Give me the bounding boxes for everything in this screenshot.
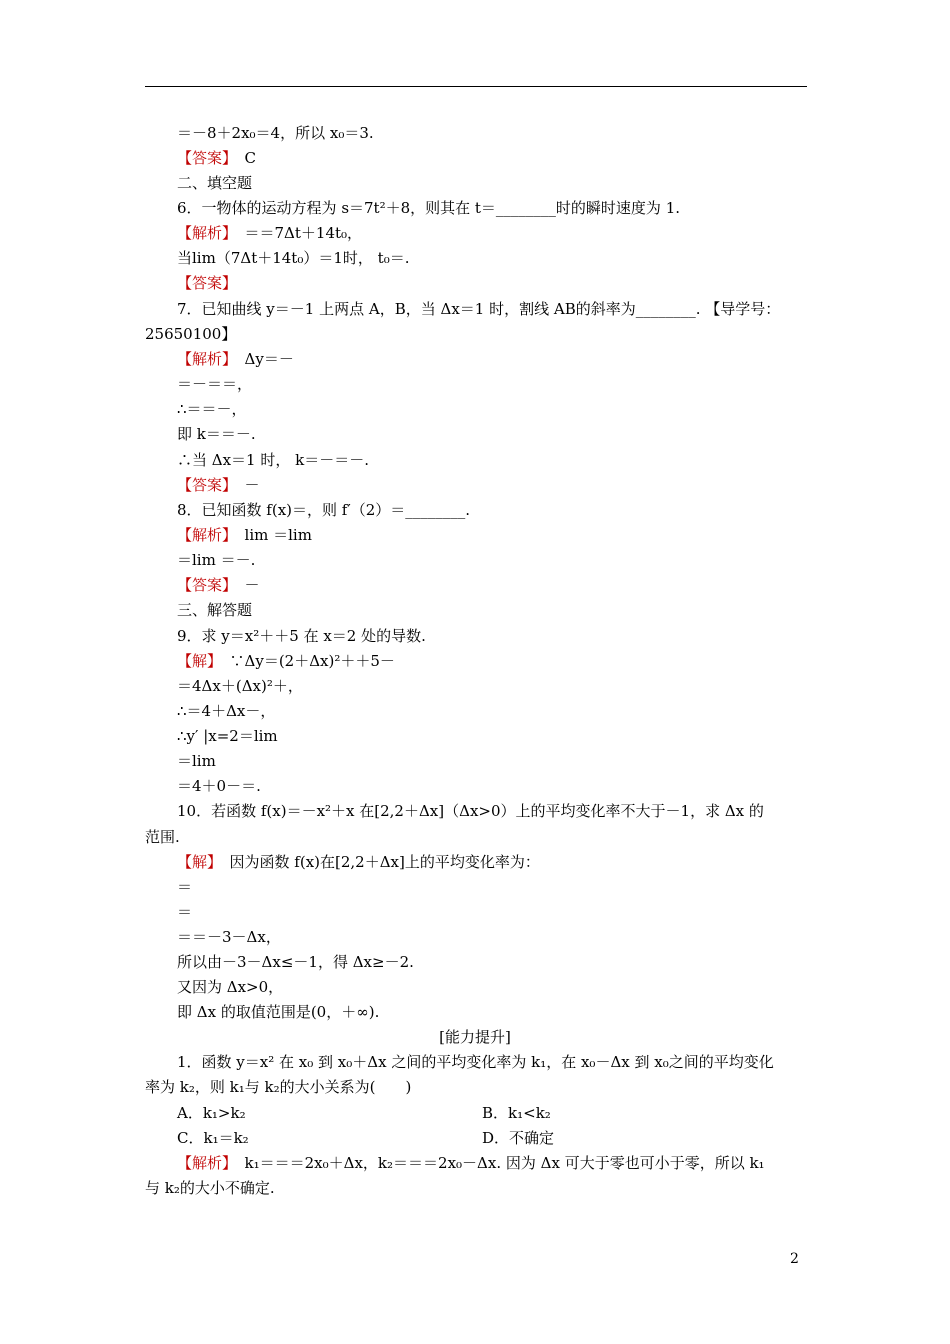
answer-line: 【答案】 C (177, 149, 256, 167)
analysis-line: 【解析】 ＝＝7Δt＋14t₀， (177, 224, 363, 242)
text-line: 25650100】 (145, 325, 237, 343)
text-line: 范围. (145, 828, 180, 846)
text-line: ＝－＝＝， (177, 375, 253, 393)
question-8: 8．已知函数 f(x)＝，则 f′（2）＝________. (177, 501, 471, 519)
solution-line: 【解】 因为函数 f(x)在[2,2＋Δx]上的平均变化率为： (177, 853, 540, 871)
text-line: ＝＝－3－Δx， (177, 928, 281, 946)
analysis-label: 【解析】 (177, 1154, 230, 1172)
text-line: ∴y′ |x=2＝lim (177, 727, 278, 745)
analysis-line: 【解析】 lim ＝lim (177, 526, 312, 544)
solution-line: 【解】 ∵Δy＝(2＋Δx)²＋＋5－ (177, 652, 395, 670)
option-d: D．不确定 (482, 1129, 555, 1147)
text-line: ＝lim ＝－. (177, 551, 256, 569)
answer-label: 【答案】 (177, 274, 238, 292)
section-heading: 二、填空题 (177, 174, 253, 192)
page-number: 2 (790, 1251, 799, 1267)
text-line: ＝4＋0－＝. (177, 777, 261, 795)
text-line: ＝4Δx＋(Δx)²＋， (177, 677, 303, 695)
solution-label: 【解】 (177, 652, 215, 670)
text-line: 当lim（7Δt＋14t₀）＝1时， t₀＝. (177, 249, 410, 267)
answer-label: 【答案】 (177, 476, 230, 494)
text-line: 又因为 Δx>0， (177, 978, 284, 996)
text-line: ＝lim (177, 752, 216, 770)
solution-label: 【解】 (177, 853, 215, 871)
answer-line: 【答案】 － (177, 576, 260, 594)
answer-line: 【答案】 － (177, 476, 260, 494)
text-line: ＝ (177, 903, 193, 921)
text-line: ∴＝4＋Δx－， (177, 702, 276, 720)
text-line: ∴当 Δx＝1 时， k＝－＝－. (177, 451, 369, 469)
option-c: C．k₁＝k₂ (177, 1129, 249, 1147)
analysis-label: 【解析】 (177, 224, 230, 242)
question-9: 9．求 y＝x²＋＋5 在 x＝2 处的导数. (177, 627, 426, 645)
text-line: ∴＝＝－， (177, 400, 247, 418)
analysis-label: 【解析】 (177, 526, 230, 544)
option-a: A．k₁>k₂ (177, 1104, 246, 1122)
text-line: 即 Δx 的取值范围是(0，＋∞). (177, 1003, 380, 1021)
analysis-line: 【解析】 Δy＝－ (177, 350, 294, 368)
option-b: B．k₁<k₂ (482, 1104, 551, 1122)
text-line: ＝－8＋2x₀＝4，所以 x₀＝3. (177, 124, 374, 142)
question-6: 6．一物体的运动方程为 s＝7t²＋8，则其在 t＝________时的瞬时速度为 1. (177, 199, 681, 217)
question-1: 1．函数 y＝x² 在 x₀ 到 x₀＋Δx 之间的平均变化率为 k₁，在 x₀－Δx 到 x₀之间的平均变化 (177, 1053, 774, 1071)
section-heading-ability: [能力提升] (439, 1028, 511, 1046)
analysis-label: 【解析】 (177, 350, 230, 368)
question-7: 7．已知曲线 y＝－1 上两点 A，B，当 Δx＝1 时，割线 AB的斜率为________. 【导学号： (177, 300, 781, 318)
section-heading: 三、解答题 (177, 601, 253, 619)
question-10: 10．若函数 f(x)＝－x²＋x 在[2,2＋Δx]（Δx>0）上的平均变化率不大于－1，求 Δx 的 (177, 802, 764, 820)
text-line: 所以由－3－Δx≤－1，得 Δx≥－2. (177, 953, 414, 971)
text-line: 率为 k₂，则 k₁与 k₂的大小关系为( ) (145, 1078, 412, 1096)
text-line: ＝ (177, 878, 193, 896)
analysis-line: 【解析】 k₁＝＝＝2x₀＋Δx，k₂＝＝＝2x₀－Δx. 因为 Δx 可大于零也可小于零，所以 k₁ (177, 1154, 765, 1172)
answer-label: 【答案】 (177, 149, 230, 167)
answer-line (177, 273, 237, 293)
text-line: 与 k₂的大小不确定. (145, 1179, 275, 1197)
header-rule (145, 86, 807, 87)
text-line: 即 k＝＝－. (177, 425, 256, 443)
answer-label: 【答案】 (177, 576, 230, 594)
